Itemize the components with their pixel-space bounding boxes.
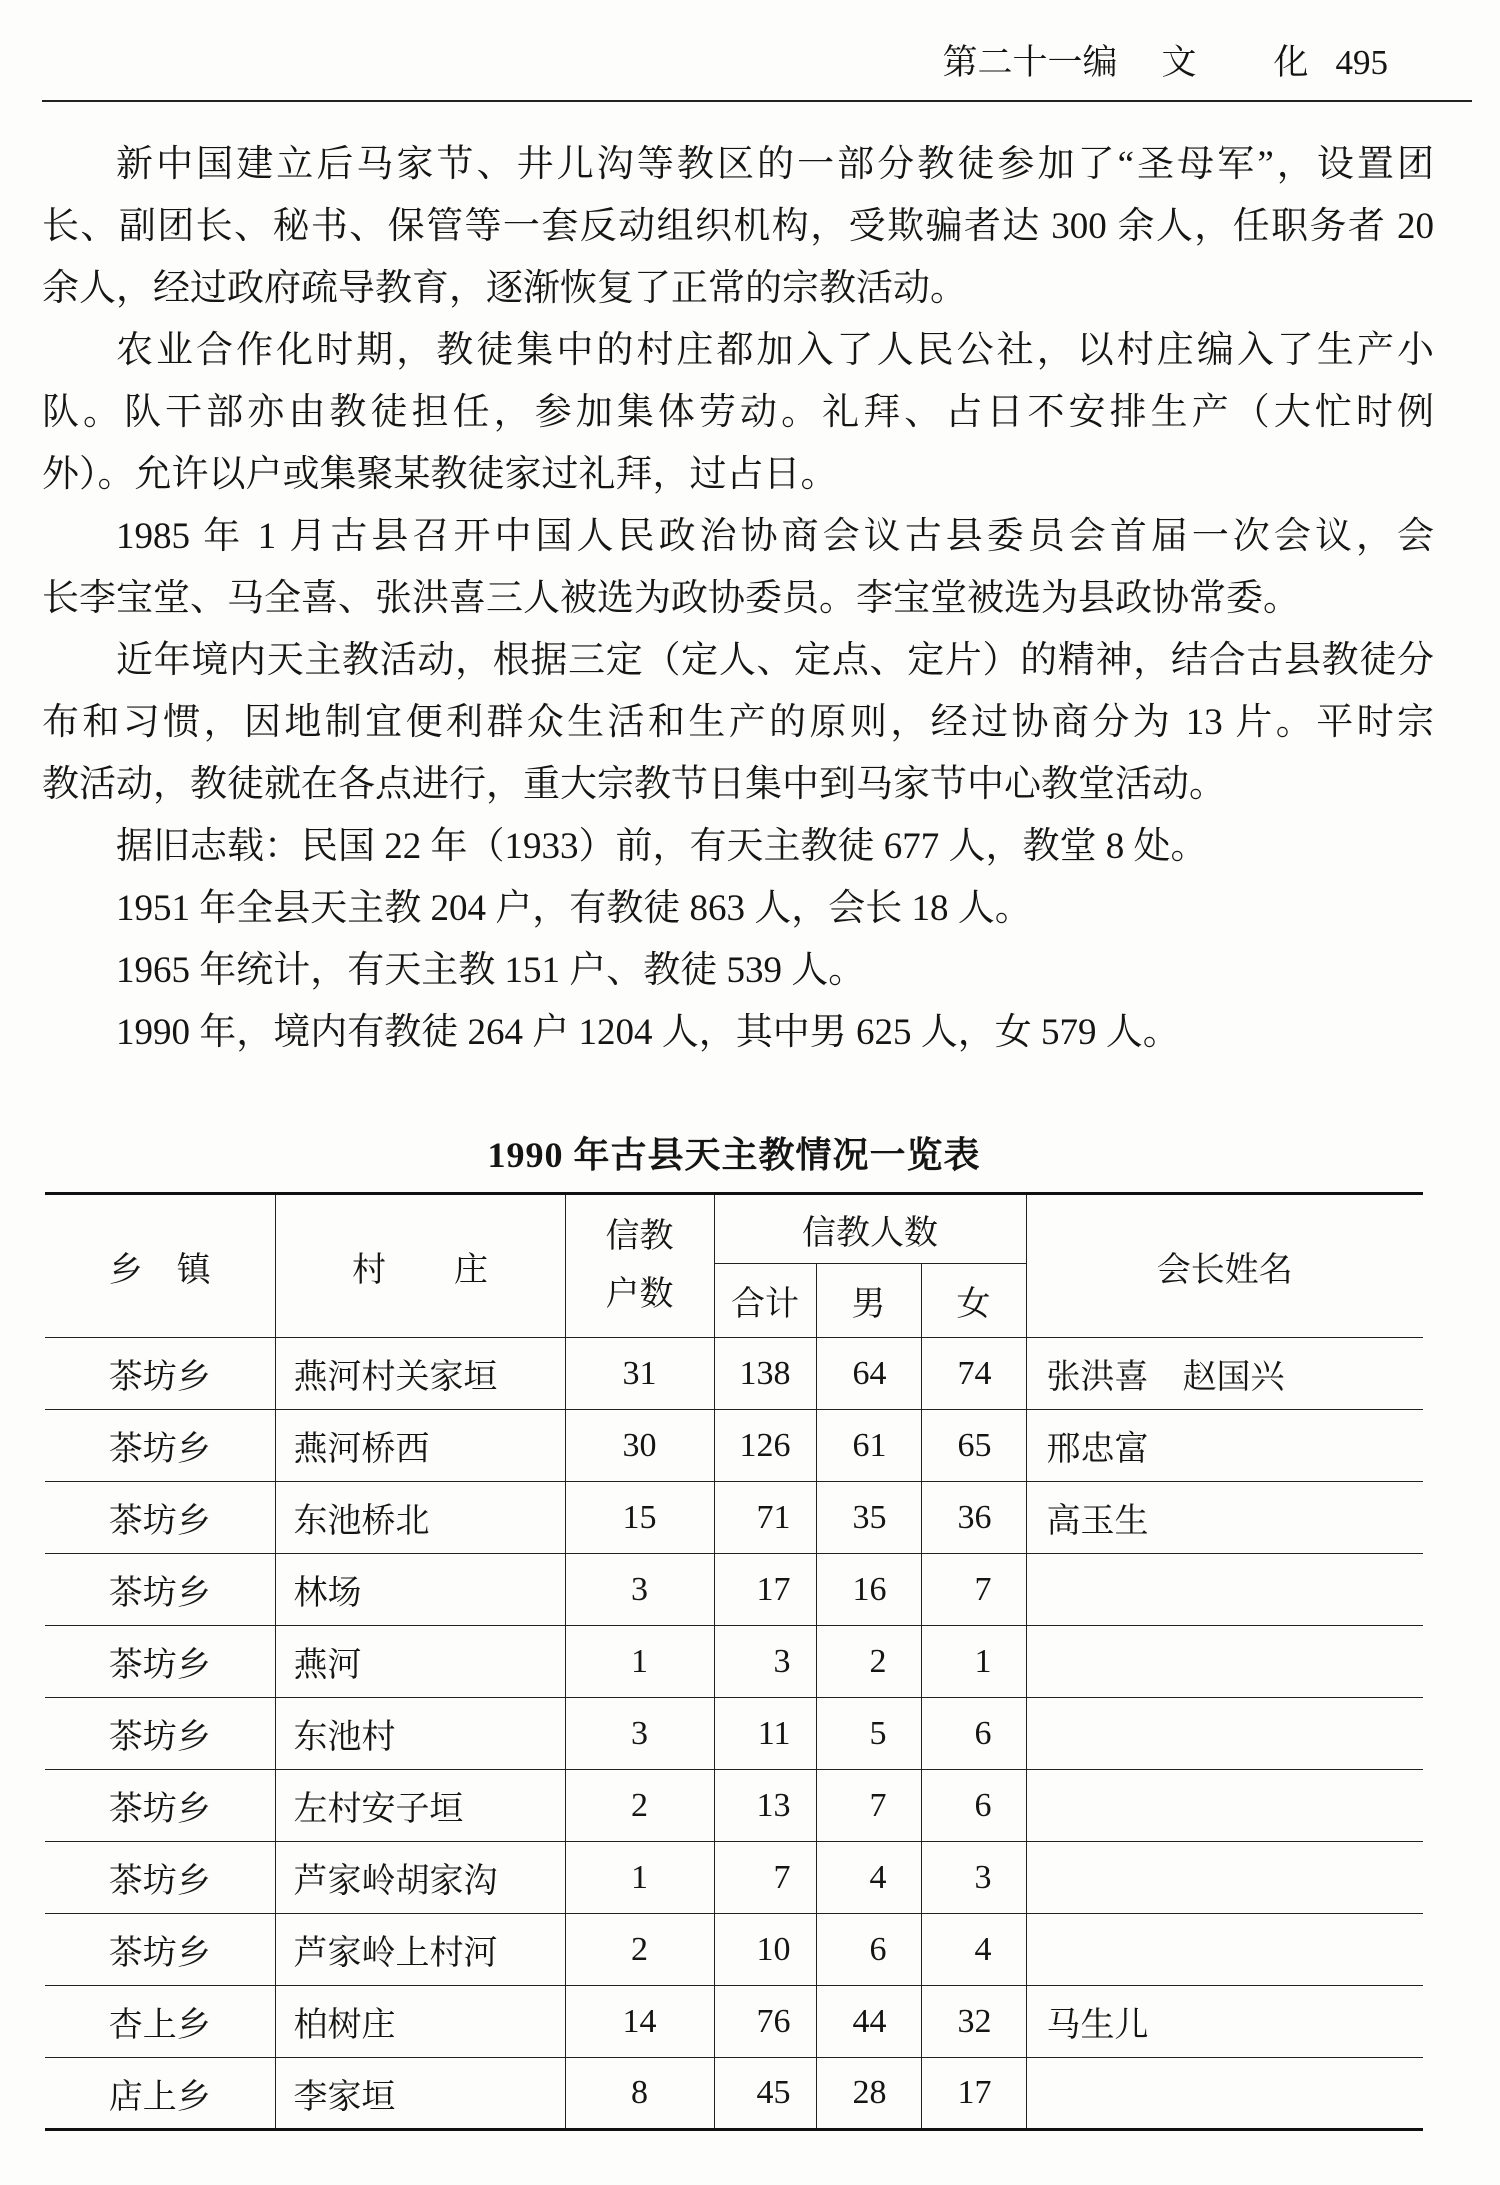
cell-male: 64: [816, 1338, 921, 1410]
text-line: 长李宝堂、马全喜、张洪喜三人被选为政协委员。李宝堂被选为县政协常委。: [42, 578, 1300, 619]
cell-leader: [1026, 1770, 1423, 1842]
cell-total: 7: [714, 1842, 816, 1914]
cell-female: 7: [921, 1554, 1026, 1626]
header-village: 村 庄: [275, 1194, 565, 1338]
table-row: [45, 1482, 1423, 1554]
cell-male: 35: [816, 1482, 921, 1554]
running-header: [942, 38, 1388, 88]
cell-town: 茶坊乡: [45, 1410, 275, 1482]
cell-female: 36: [921, 1482, 1026, 1554]
cell-village: 燕河桥西: [275, 1410, 565, 1482]
paragraph: [42, 1002, 1434, 1064]
header-believers: 信教人数: [714, 1194, 1026, 1264]
cell-leader: 高玉生: [1026, 1482, 1423, 1554]
text-line: 长、副团长、秘书、保管等一套反动组织机构，受欺骗者达 300 余人，任职务者 20: [42, 206, 1434, 247]
cell-village: 芦家岭上村河: [275, 1914, 565, 1986]
text-line: 外）。允许以户或集聚某教徒家过礼拜，过占日。: [42, 454, 838, 495]
text-line: 近年境内天主教活动，根据三定（定人、定点、定片）的精神，结合古县教徒分: [116, 640, 1434, 681]
table-row: [45, 2058, 1423, 2130]
cell-leader: 张洪喜 赵国兴: [1026, 1338, 1423, 1410]
cell-leader: 马生儿: [1026, 1986, 1423, 2058]
header-town: 乡 镇: [45, 1194, 275, 1338]
cell-male: 4: [816, 1842, 921, 1914]
cell-town: 茶坊乡: [45, 1626, 275, 1698]
cell-total: 45: [714, 2058, 816, 2130]
cell-households: 2: [565, 1914, 714, 1986]
cell-town: 茶坊乡: [45, 1482, 275, 1554]
header-leader: 会长姓名: [1026, 1194, 1423, 1338]
cell-total: 138: [714, 1338, 816, 1410]
cell-village: 左村安子垣: [275, 1770, 565, 1842]
cell-female: 3: [921, 1842, 1026, 1914]
paragraph: [42, 940, 1434, 1002]
paragraph: [42, 630, 1434, 816]
cell-households: 31: [565, 1338, 714, 1410]
header-chapter: 文 化: [1161, 43, 1330, 82]
cell-male: 61: [816, 1410, 921, 1482]
cell-leader: [1026, 1842, 1423, 1914]
cell-town: 茶坊乡: [45, 1698, 275, 1770]
cell-male: 44: [816, 1986, 921, 2058]
cell-male: 5: [816, 1698, 921, 1770]
cell-village: 燕河村关家垣: [275, 1338, 565, 1410]
cell-leader: [1026, 1914, 1423, 1986]
text-line: 新中国建立后马家节、井儿沟等教区的一部分教徒参加了“圣母军”，设置团: [116, 144, 1434, 185]
paragraph: [42, 506, 1434, 630]
cell-leader: [1026, 1626, 1423, 1698]
cell-total: 126: [714, 1410, 816, 1482]
text-line: 队。队干部亦由教徒担任，参加集体劳动。礼拜、占日不安排生产（大忙时例: [42, 392, 1434, 433]
header-total: 合计: [714, 1264, 816, 1338]
cell-total: 17: [714, 1554, 816, 1626]
table-header: [45, 1194, 1423, 1338]
catholic-statistics-table: [45, 1192, 1423, 2131]
cell-households: 14: [565, 1986, 714, 2058]
cell-female: 4: [921, 1914, 1026, 1986]
cell-female: 6: [921, 1770, 1026, 1842]
paragraph: [42, 134, 1434, 320]
cell-households: 8: [565, 2058, 714, 2130]
cell-town: 茶坊乡: [45, 1842, 275, 1914]
cell-male: 7: [816, 1770, 921, 1842]
cell-total: 71: [714, 1482, 816, 1554]
text-line: 农业合作化时期，教徒集中的村庄都加入了人民公社，以村庄编入了生产小: [116, 330, 1434, 371]
cell-total: 3: [714, 1626, 816, 1698]
cell-town: 茶坊乡: [45, 1770, 275, 1842]
table-row: [45, 1914, 1423, 1986]
table-row: [45, 1770, 1423, 1842]
cell-total: 11: [714, 1698, 816, 1770]
header-households-line: 户数: [605, 1276, 674, 1313]
header-households-line: 信教: [605, 1218, 674, 1255]
cell-female: 65: [921, 1410, 1026, 1482]
header-female: 女: [921, 1264, 1026, 1338]
cell-leader: [1026, 1554, 1423, 1626]
table-row: [45, 1986, 1423, 2058]
cell-village: 东池桥北: [275, 1482, 565, 1554]
cell-female: 32: [921, 1986, 1026, 2058]
cell-town: 店上乡: [45, 2058, 275, 2130]
cell-town: 杏上乡: [45, 1986, 275, 2058]
table-row: [45, 1842, 1423, 1914]
cell-female: 17: [921, 2058, 1026, 2130]
text-line: 1965 年统计，有天主教 151 户、教徒 539 人。: [116, 950, 866, 991]
cell-households: 3: [565, 1554, 714, 1626]
text-line: 余人，经过政府疏导教育，逐渐恢复了正常的宗教活动。: [42, 268, 967, 309]
cell-village: 芦家岭胡家沟: [275, 1842, 565, 1914]
paragraph: [42, 320, 1434, 506]
cell-town: 茶坊乡: [45, 1338, 275, 1410]
body-text: [42, 134, 1434, 1064]
cell-male: 2: [816, 1626, 921, 1698]
table-row: [45, 1410, 1423, 1482]
cell-total: 10: [714, 1914, 816, 1986]
cell-households: 1: [565, 1842, 714, 1914]
cell-male: 6: [816, 1914, 921, 1986]
cell-village: 李家垣: [275, 2058, 565, 2130]
cell-town: 茶坊乡: [45, 1914, 275, 1986]
cell-leader: [1026, 2058, 1423, 2130]
cell-village: 柏树庄: [275, 1986, 565, 2058]
text-line: 1990 年，境内有教徒 264 户 1204 人，其中男 625 人，女 579 人。: [116, 1012, 1180, 1053]
header-part: 第二十一编: [942, 43, 1118, 82]
text-line: 1951 年全县天主教 204 户，有教徒 863 人，会长 18 人。: [116, 888, 1032, 929]
cell-male: 16: [816, 1554, 921, 1626]
text-line: 布和习惯，因地制宜便利群众生活和生产的原则，经过协商分为 13 片。平时宗: [42, 702, 1434, 743]
cell-female: 74: [921, 1338, 1026, 1410]
cell-village: 林场: [275, 1554, 565, 1626]
cell-village: 东池村: [275, 1698, 565, 1770]
table-row: [45, 1698, 1423, 1770]
cell-leader: [1026, 1698, 1423, 1770]
header-row: [45, 1194, 1423, 1264]
cell-households: 30: [565, 1410, 714, 1482]
cell-leader: 邢忠富: [1026, 1410, 1423, 1482]
text-line: 教活动，教徒就在各点进行，重大宗教节日集中到马家节中心教堂活动。: [42, 764, 1226, 805]
paragraph: [42, 816, 1434, 878]
table-row: [45, 1554, 1423, 1626]
text-line: 据旧志载：民国 22 年（1933）前，有天主教徒 677 人，教堂 8 处。: [116, 826, 1208, 867]
cell-households: 3: [565, 1698, 714, 1770]
cell-village: 燕河: [275, 1626, 565, 1698]
cell-total: 13: [714, 1770, 816, 1842]
cell-households: 15: [565, 1482, 714, 1554]
cell-households: 1: [565, 1626, 714, 1698]
paragraph: [42, 878, 1434, 940]
cell-total: 76: [714, 1986, 816, 2058]
page-number: 495: [1335, 43, 1388, 82]
table-row: [45, 1626, 1423, 1698]
cell-households: 2: [565, 1770, 714, 1842]
table-row: [45, 1338, 1423, 1410]
text-line: 1985 年 1 月古县召开中国人民政治协商会议古县委员会首届一次会议，会: [116, 516, 1434, 557]
header-households: [565, 1194, 714, 1338]
cell-male: 28: [816, 2058, 921, 2130]
header-male: 男: [816, 1264, 921, 1338]
table-title: 1990 年古县天主教情况一览表: [487, 1135, 981, 1175]
header-rule: [42, 100, 1472, 102]
cell-female: 6: [921, 1698, 1026, 1770]
cell-town: 茶坊乡: [45, 1554, 275, 1626]
cell-female: 1: [921, 1626, 1026, 1698]
table-body: [45, 1338, 1423, 2130]
